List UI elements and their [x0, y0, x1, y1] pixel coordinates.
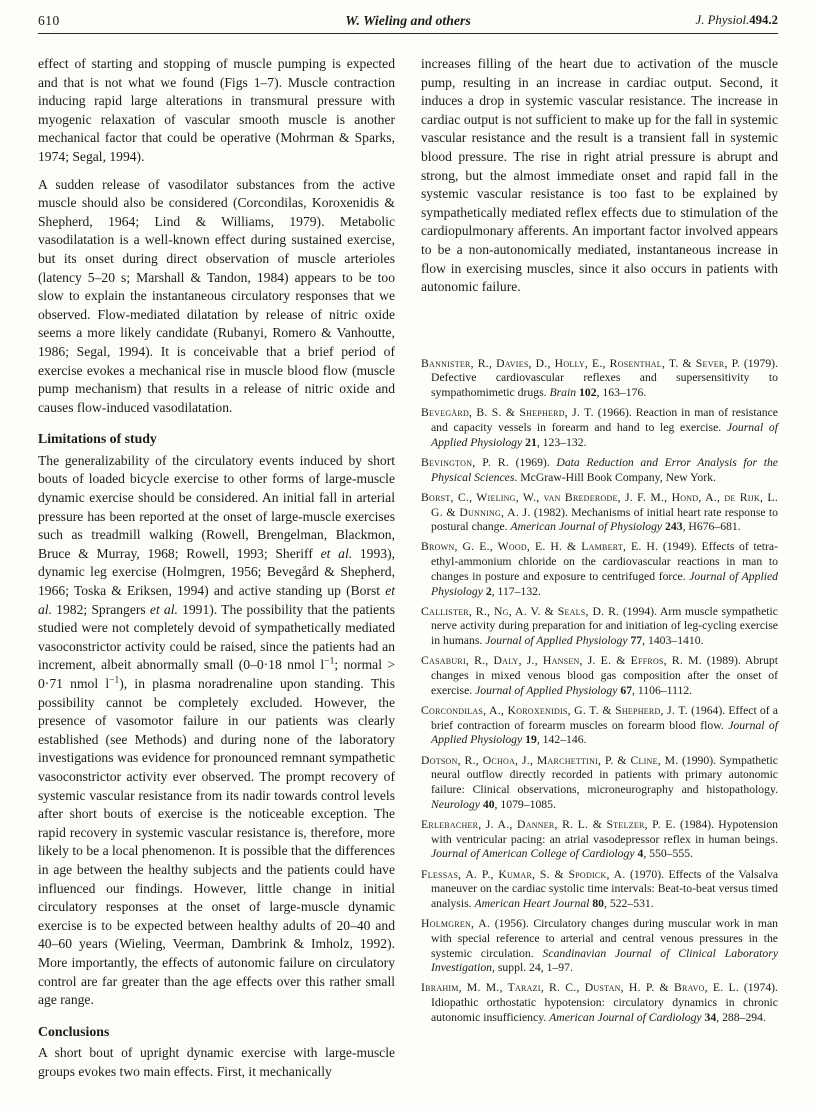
reference-item: Borst, C., Wieling, W., van Brederode, J. F. M., Hond, A., de Rijk, L. G. & Dunning, A. J. (1982). Mechanisms of initial heart rate response to postural change. American Journal of Physiology 243, H676–681. — [421, 490, 778, 534]
reference-item: Flessas, A. P., Kumar, S. & Spodick, A. (1970). Effects of the Valsalva maneuver on the cardiac systolic time intervals: Beat-to-beat versus timed analysis. American Heart Journal 80, 522–531. — [421, 867, 779, 910]
paragraph-continuation: effect of starting and stopping of muscle pumping is expected and that is not what we found (Figs 1–7). Muscle contraction inducing rapid large alterations in transmural pressure with myogenic relaxation of vascular smooth muscle is another mechanical factor that could be operative (Mohrman & Sparks, 1974; Segal, 1994). — [38, 56, 395, 164]
reference-item: Bannister, R., Davies, D., Holly, E., Rosenthal, T. & Sever, P. (1979). Defective cardiovascular reflexes and supersensitivity to sympathomimetic drugs. Brain 102, 163–176. — [421, 356, 778, 400]
reference-item: Ibrahim, M. M., Tarazi, R. C., Dustan, H. P. & Bravo, E. L. (1974). Idiopathic orthostatic hypotension: circulatory dynamics in chronic autonomic insufficiency. American Journal of Cardiology 34, 288–294. — [421, 981, 778, 1024]
journal-name: J. Physiol. — [695, 13, 750, 27]
right-column — [421, 55, 778, 1031]
reference-item: Corcondilas, A., Koroxenidis, G. T. & Shepherd, J. T. (1964). Effect of a brief contraction of forearm muscles on forearm blood flow. Journal of Applied Physiology 19, 142–146. — [421, 703, 779, 747]
section-heading-conclusions: Conclusions — [38, 1023, 110, 1039]
page-number: 610 — [38, 13, 60, 28]
reference-item: Dotson, R., Ochoa, J., Marchettini, P. & Cline, M. (1990). Sympathetic neural outflow directly recorded in patients with primary autonomic failure: Clinical observations, microneurography and histopathology. Neurology 40, 1079–1085. — [421, 753, 778, 811]
header-rule — [38, 33, 778, 34]
reference-item: Erlebacher, J. A., Danner, R. L. & Stelzer, P. E. (1984). Hypotension with ventricular pacing: an atrial vasodepressor reflex in human beings. Journal of American College of Cardiology 4, 550–555. — [421, 817, 778, 861]
paragraph-conclusions-continued: increases filling of the heart due to activation of the muscle pump, resulting in an increase in cardiac output. Second, it induces a drop in systemic vascular resistance. The increase in cardiac output is not sufficient to make up for the fall in systemic vascular resistance and the result is a transient fall in systemic blood pressure. The rise in right atrial pressure is abrupt and strong, but the almost immediate onset and rapid fall in the systemic vascular resistance is too fast to be explained by sympathetically mediated reflex effects due to stimulation of the cardiopulmonary afferents. An important factor involved appears to be a non-autonomically mediated, instantaneous increase in flow in exercising muscles, since it also occurs in patients with autonomic failure. — [421, 56, 778, 295]
left-column — [38, 55, 395, 1090]
paragraph-vasodilator: A sudden release of vasodilator substances from the active muscle should also be considered (Corcondilas, Koroxenidis & Shepherd, 1964; Lind & Williams, 1979). Metabolic vasodilatation is a well-known effect during sustained exercise, but its onset during direct observation of muscle arterioles (latency 5–20 s; Marshall & Tandon, 1984) appears to be too slow to explain the instantaneous circulatory responses that we observed. Flow-mediated dilatation by release of nitric oxide seems a more likely candidate (Rubanyi, Romero & Vanhoutte, 1986; Segal, 1994). It is conceivable that a brief period of exercise evokes a mechanical rise in muscle blood flow (muscle pump mechanism) that results in a release of nitric oxide and causes flow-induced vasodilatation. — [38, 176, 395, 415]
journal-issue: 494.2 — [749, 13, 778, 27]
running-title: W. Wieling and others — [345, 13, 471, 28]
reference-item: Brown, G. E., Wood, E. H. & Lambert, E. H. (1949). Effects of tetra-ethyl-ammonium chloride on the cardiovascular reactions in man to changes in posture and exposure to centrifuged force. Journal of Applied Physiology 2, 117–132. — [421, 540, 779, 598]
reference-item: Bevington, P. R. (1969). Data Reduction and Error Analysis for the Physical Sciences. McGraw-Hill Book Company, New York. — [421, 455, 778, 484]
reference-item: Holmgren, A. (1956). Circulatory changes during muscular work in man with special reference to arterial and central venous pressures in the systemic circulation. Scandinavian Journal of Clinical Laboratory Investigation, suppl. 24, 1–97. — [421, 917, 779, 975]
paragraph-conclusions: A short bout of upright dynamic exercise with large-muscle groups evokes two main effects. First, it mechanically — [38, 1045, 395, 1079]
references-list — [421, 357, 778, 1026]
reference-item: Casaburi, R., Daly, J., Hansen, J. E. & Effros, R. M. (1989). Abrupt changes in mixed venous blood gas composition after the onset of exercise. Journal of Applied Physiology 67, 1106–1112. — [421, 654, 779, 697]
section-heading-limitations: Limitations of study — [38, 431, 157, 447]
page-header — [38, 13, 778, 31]
journal-reference — [696, 13, 778, 28]
reference-item: Callister, R., Ng, A. V. & Seals, D. R. (1994). Arm muscle sympathetic nerve activity during preparation for and initiation of leg-cycling exercise in humans. Journal of Applied Physiology 77, 1403–1410. — [421, 604, 778, 648]
reference-item: Bevegård, B. S. & Shepherd, J. T. (1966). Reaction in man of resistance and capacity vessels in forearm and hand to leg exercise. Journal of Applied Physiology 21, 123–132. — [421, 406, 778, 449]
paragraph-limitations: The generalizability of the circulatory events induced by short bouts of loaded bicycle exercise to other forms of large-muscle dynamic exercise should be considered. An initial fall in arterial pressure has been reported at the onset of large-muscle exercises such as treadmill walking (Rowell, Brengelman, Blackmon, Bruce & Murray, 1968; Rowell, 1993; Sheriff et al. 1993), dynamic leg exercise (Holmgren, 1956; Bevegård & Shepherd, 1966; Toska & Eriksen, 1994) and active standing up (Borst et al. 1982; Sprangers et al. 1991). The possibility that the patients studied were not completely devoid of sympathetically mediated vasoconstrictor activity could be raised, since the patients had an increment, albeit abnormally small (0–0·18 nmol $l^{-1}$; normal > 0·71 nmol $l^{-1}$), in plasma noradrenaline upon standing. This possibility cannot be completely excluded. However, the presence of vasomotor failure in our patients was clearly established (see Methods) and during none of the laboratory investigations was evidence for pronounced remnant sympathetic vasoconstrictor activity ever observed. The prompt recovery of systemic vascular resistance from its nadir towards control levels after short bouts of exercise is the noticeable exception. The rapid recovery in systemic vascular resistance is, therefore, more likely to be a local phenomenon. It is possible that the differences in age between the healthy subjects and the patients could have influenced our findings. However, little change in initial circulatory responses at the onset of large-muscle dynamic exercise is to be expected between healthy adults of 20–40 and 40–60 years (Wieling, Veerman, Dambrink & Imholz, 1992). More importantly, the effects of autonomic failure on circulatory control are far greater than the age effects over this rather small age range. — [38, 452, 396, 1008]
